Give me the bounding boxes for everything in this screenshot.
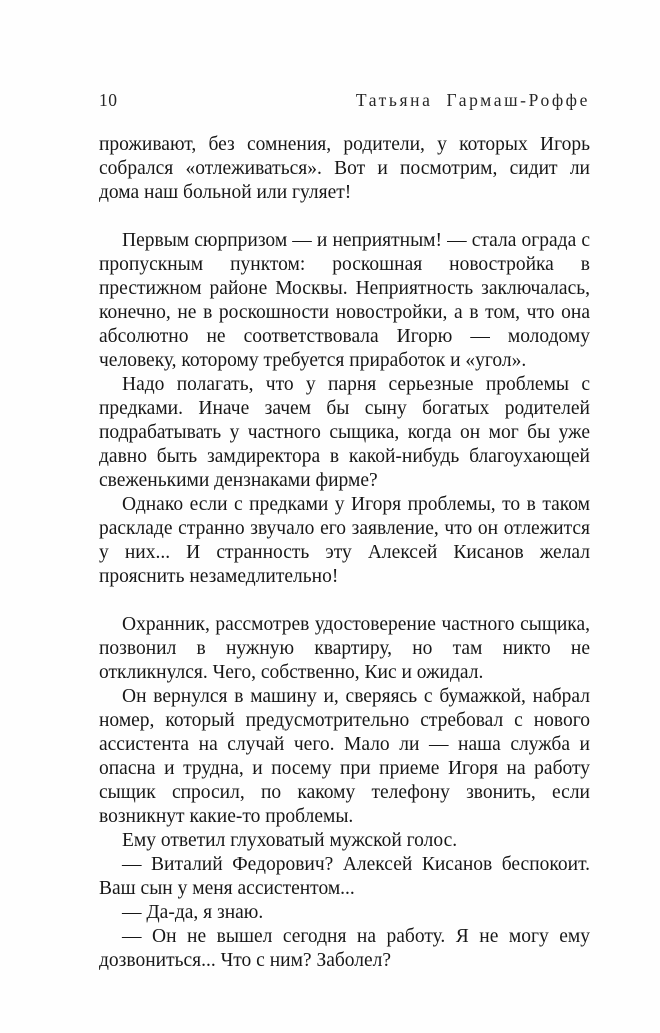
paragraph-continuation: проживают, без сомнения, родители, у которых Игорь собрался «отлеживаться». Вот и посмотрим, сидит ли дома наш больной или гуляет!	[99, 134, 590, 203]
paragraph: Ему ответил глуховатый мужской голос.	[122, 830, 458, 851]
paragraph: Первым сюрпризом — и неприятным! — стала ограда с пропускным пунктом: роскошная новостройка в престижном районе Москвы. Неприятность заключалась, конечно, не в роскошности новостройки, а в том, что она абсолютно не соответствовала Игорю — молодому человеку, которому требуется приработок и «угол».	[99, 230, 590, 371]
page-number: 10	[99, 90, 118, 110]
running-title-author: Татьяна Гармаш-Роффе	[355, 90, 590, 110]
paragraph-dialogue: — Он не вышел сегодня на работу. Я не могу ему дозвониться... Что с ним? Заболел?	[99, 926, 590, 971]
paragraph-dialogue: — Виталий Федорович? Алексей Кисанов беспокоит. Ваш сын у меня ассистентом...	[99, 854, 590, 899]
paragraph: Однако если с предками у Игоря проблемы, то в таком раскладе странно звучало его заявление, что он отлежится у них... И странность эту Алексей Кисанов желал прояснить незамедлительно!	[99, 494, 590, 587]
paragraph-dialogue: — Да-да, я знаю.	[122, 902, 264, 923]
paragraph: Охранник, рассмотрев удостоверение частного сыщика, позвонил в нужную квартиру, но там никто не откликнулся. Чего, собственно, Кис и ожидал.	[99, 614, 590, 683]
body-text	[99, 133, 590, 973]
running-head	[99, 90, 590, 110]
paragraph: Надо полагать, что у парня серьезные проблемы с предками. Иначе зачем бы сыну богатых родителей подрабатывать у частного сыщика, когда он мог бы уже давно быть замдиректора в какой-нибудь благоухающей свеженькими дензнаками фирме?	[99, 374, 590, 491]
paragraph: Он вернулся в машину и, сверяясь с бумажкой, набрал номер, который предусмотрительно стребовал с нового ассистента на случай чего. Мало ли — наша служба и опасна и трудна, и посему при приеме Игоря на работу сыщик спросил, по какому телефону звонить, если возникнут какие-то проблемы.	[99, 686, 590, 827]
